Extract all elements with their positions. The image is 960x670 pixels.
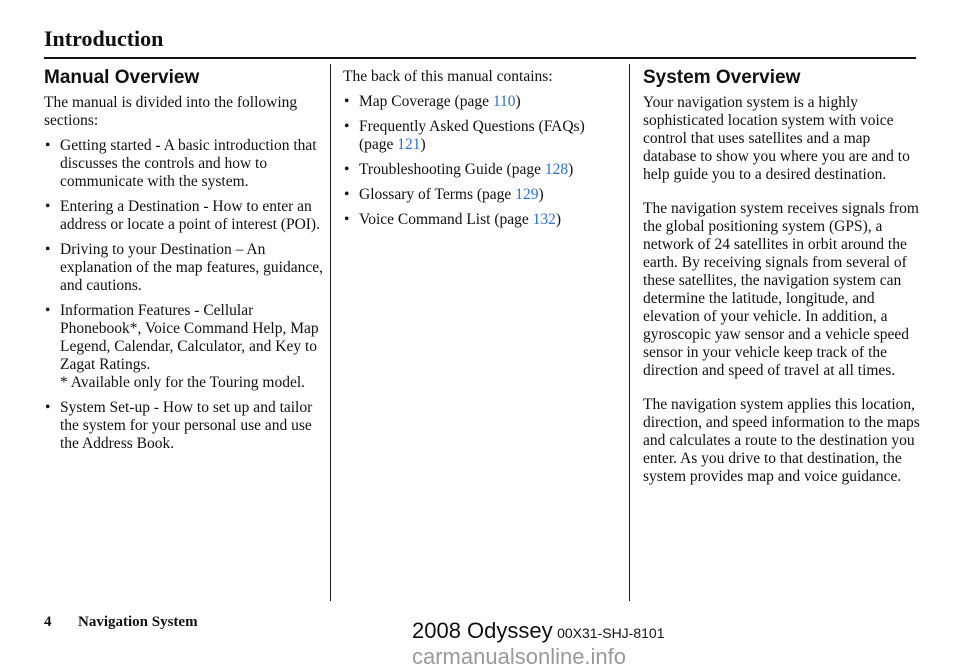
manual-overview-heading: Manual Overview	[44, 67, 200, 88]
list-item	[44, 302, 326, 392]
footer-label: Navigation System	[78, 614, 198, 630]
page-link[interactable]: 128	[544, 161, 569, 178]
list-item	[343, 161, 623, 179]
list-item-text: Map Coverage (page	[359, 93, 493, 110]
manual-sections-list	[44, 137, 326, 453]
paragraph: Your navigation system is a highly sophisticated location system with voice control that uses satellites and a map database to show you where you are and to help guide you to a desired destination.	[643, 94, 910, 183]
back-of-manual-column	[343, 68, 623, 229]
list-item-text: Glossary of Terms (page	[359, 186, 516, 203]
system-overview-column	[643, 66, 923, 486]
page-link[interactable]: 110	[492, 93, 516, 110]
watermark	[412, 618, 665, 670]
column-divider-1	[330, 64, 331, 601]
column-divider-2	[629, 64, 630, 601]
page-number: 4	[44, 614, 52, 630]
back-of-manual-list	[343, 93, 623, 229]
footnote: * Available only for the Touring model.	[60, 374, 306, 391]
system-overview-heading: System Overview	[643, 67, 801, 88]
list-item-text: Frequently Asked Questions (FAQs) (page	[359, 118, 585, 153]
list-item	[44, 241, 326, 295]
page-link[interactable]: 132	[532, 211, 556, 228]
list-item	[44, 137, 326, 191]
list-item-close: )	[538, 186, 544, 203]
list-item	[343, 186, 623, 204]
page-link[interactable]: 121	[397, 136, 421, 153]
watermark-model: 2008 Odyssey	[412, 618, 553, 643]
paragraph: The navigation system applies this location, direction, and speed information to the maps and calculates a route to the destination you enter. As you drive to that destination, the system provides map and voice guidance.	[643, 396, 920, 485]
list-item-text: System Set-up - How to set up and tailor the system for your personal use and use the Address Book.	[60, 399, 313, 452]
list-item-close: )	[555, 211, 562, 228]
list-item-close: )	[568, 161, 574, 178]
manual-overview-intro: The manual is divided into the following sections:	[44, 94, 298, 129]
list-item-close: )	[420, 136, 426, 153]
list-item	[343, 211, 623, 229]
watermark-site: carmanualsonline.info	[412, 644, 627, 669]
manual-overview-column	[44, 66, 326, 453]
page-link[interactable]: 129	[515, 186, 539, 203]
list-item-text: Troubleshooting Guide (page	[359, 161, 545, 178]
header-rule	[44, 57, 916, 59]
list-item	[343, 118, 623, 154]
list-item-text: Driving to your Destination – An explanation of the map features, guidance, and cautions.	[60, 241, 323, 294]
page-title: Introduction	[44, 26, 164, 51]
back-of-manual-intro: The back of this manual contains:	[343, 68, 553, 85]
list-item	[343, 93, 623, 111]
list-item-text: Getting started - A basic introduction that discusses the controls and how to communicate with the system.	[60, 137, 317, 190]
list-item	[44, 198, 326, 234]
watermark-code: 00X31-SHJ-8101	[557, 625, 665, 641]
list-item-text: Information Features - Cellular Phonebook*, Voice Command Help, Map Legend, Calendar, Calculator, and Key to Zagat Ratings.	[60, 302, 319, 373]
list-item	[44, 399, 326, 453]
list-item-close: )	[515, 93, 521, 110]
paragraph: The navigation system receives signals from the global positioning system (GPS), a network of 24 satellites in orbit around the earth. By receiving signals from several of these satellites, the navigation system can determine the latitude, longitude, and elevation of your vehicle. In addition, a gyroscopic yaw sensor and a vehicle speed sensor in your vehicle keep track of the direction and speed of travel at all times.	[643, 200, 919, 379]
list-item-text: Entering a Destination - How to enter an address or locate a point of interest (POI).	[60, 198, 320, 233]
list-item-text: Voice Command List (page	[359, 211, 533, 228]
